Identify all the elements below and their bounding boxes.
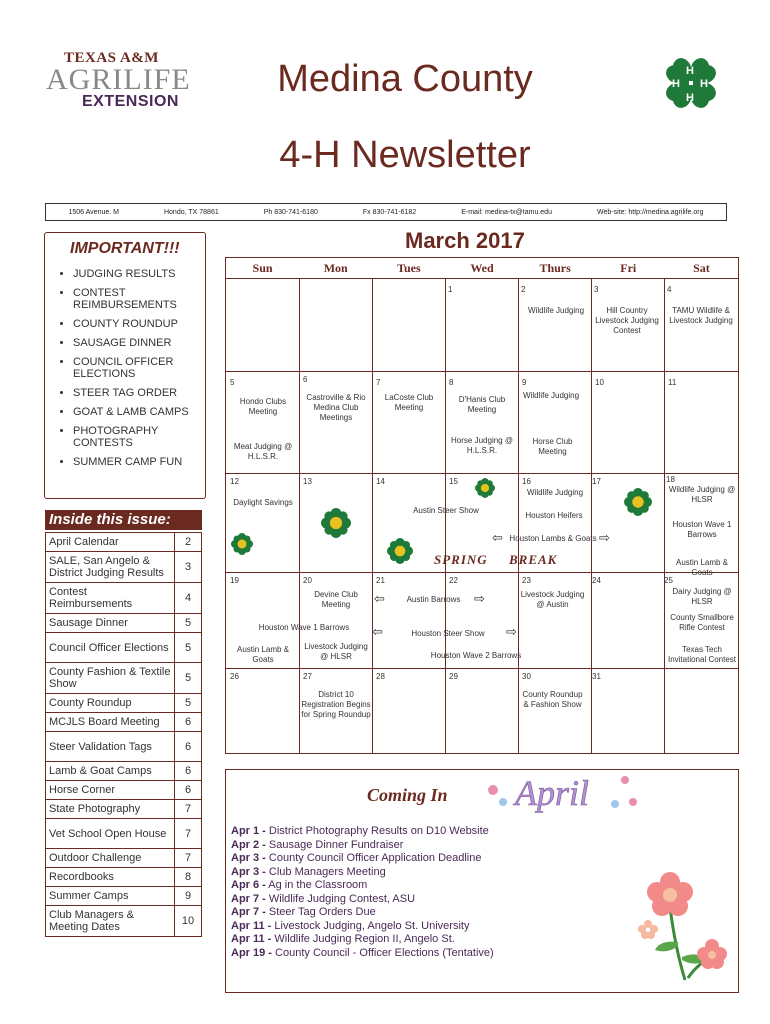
inside-row-label: Recordbooks — [46, 868, 175, 887]
april-event-text: Livestock Judging, Angelo St. University — [274, 919, 470, 932]
date-number: 31 — [592, 672, 601, 681]
inside-row-page: 7 — [175, 849, 202, 868]
april-event-text: County Council Officer Application Deadline — [268, 852, 482, 864]
event-devine: Devine Club Meeting — [314, 590, 358, 609]
inside-row-label: Outdoor Challenge — [46, 849, 175, 868]
inside-row-page: 4 — [175, 583, 202, 614]
contact-fax: Fx 830-741-6182 — [362, 208, 417, 216]
date-number: 18 — [666, 475, 675, 484]
contact-phone: Ph 830-741-6180 — [263, 208, 318, 216]
date-number: 20 — [303, 576, 312, 585]
calendar-header — [226, 258, 738, 279]
inside-row-page: 7 — [175, 819, 202, 849]
date-number: 29 — [449, 672, 458, 681]
inside-row — [46, 800, 202, 819]
date-number: 2 — [521, 285, 526, 294]
page-title-line1: Medina County — [277, 58, 533, 100]
contact-email[interactable]: E-mail: medina-tx@tamu.edu — [461, 208, 552, 216]
arrow-left-icon: ⇦ — [372, 624, 383, 639]
inside-row-page: 5 — [175, 694, 202, 713]
inside-row — [46, 887, 202, 906]
day-thurs: Thurs — [539, 261, 571, 275]
event-smallbore: County Smallbore Rifle Contest — [670, 613, 734, 632]
svg-text:H: H — [686, 65, 694, 77]
arrow-left-icon: ⇦ — [374, 591, 385, 606]
april-event-text: County Council - Officer Elections (Tentative) — [275, 946, 494, 959]
april-event-date: Apr 7 - — [231, 906, 266, 918]
inside-row-label: Sausage Dinner — [46, 614, 175, 633]
date-number: 19 — [230, 576, 239, 585]
event-houston-lambs: Houston Lambs & Goats — [509, 534, 597, 543]
event-horse-judging: Horse Judging @ H.L.S.R. — [451, 436, 513, 455]
day-fri: Fri — [620, 261, 637, 275]
date-number: 16 — [522, 477, 531, 486]
inside-row-label: Horse Corner — [46, 781, 175, 800]
inside-row-label: MCJLS Board Meeting — [46, 713, 175, 732]
inside-row-page: 6 — [175, 713, 202, 732]
inside-row-page: 7 — [175, 800, 202, 819]
logo-line2: AGRILIFE — [46, 63, 191, 96]
flower-icon — [475, 478, 495, 498]
inside-row-page: 6 — [175, 732, 202, 762]
event-austin-barrows: Austin Barrows — [406, 595, 461, 604]
inside-row-page: 6 — [175, 762, 202, 781]
inside-row — [46, 906, 202, 937]
arrow-right-icon: ⇨ — [474, 591, 485, 606]
svg-text:H: H — [700, 78, 708, 90]
event-houston-wave2: Houston Wave 2 Barrows — [430, 651, 522, 660]
inside-row — [46, 583, 202, 614]
inside-row-page: 5 — [175, 614, 202, 633]
day-sun: Sun — [252, 261, 273, 275]
date-number: 15 — [449, 477, 458, 486]
event-castroville: Castroville & Rio Medina Club Meetings — [306, 393, 366, 422]
inside-row-label: April Calendar — [46, 533, 175, 552]
grid-line — [226, 572, 738, 573]
date-number: 4 — [667, 285, 672, 294]
four-leaf-clover-icon — [655, 47, 727, 119]
inside-table — [45, 532, 202, 937]
april-event-text: Ag in the Classroom — [268, 879, 368, 891]
inside-row-label: Vet School Open House — [46, 819, 175, 849]
grid-line — [445, 278, 446, 754]
break-label: BREAK — [509, 552, 558, 567]
grid-line — [372, 278, 373, 754]
flower-icon — [321, 508, 351, 538]
april-event-list — [231, 825, 494, 960]
pink-flowers-art — [630, 862, 730, 982]
april-event-date: Apr 3 - — [231, 852, 266, 864]
event-houston-wave1: Houston Wave 1 Barrows — [672, 520, 732, 539]
inside-row-label: County Fashion & Textile Show — [46, 663, 175, 694]
svg-text:H: H — [672, 78, 680, 90]
event-houston-wave1-row: Houston Wave 1 Barrows — [258, 623, 350, 632]
agrilife-logo — [42, 50, 202, 112]
inside-row — [46, 713, 202, 732]
april-event — [231, 906, 494, 920]
inside-row — [46, 552, 202, 583]
important-item: • SUMMER CAMP FUN — [73, 456, 203, 468]
april-event-date: Apr 1 - — [231, 825, 266, 837]
inside-row-page: 3 — [175, 552, 202, 583]
inside-row-page: 2 — [175, 533, 202, 552]
arrow-left-icon: ⇦ — [492, 530, 503, 545]
april-event — [231, 933, 494, 947]
important-item: • SAUSAGE DINNER — [73, 337, 203, 349]
inside-row-label: Club Managers & Meeting Dates — [46, 906, 175, 937]
day-mon: Mon — [323, 261, 348, 275]
event-hondo-clubs: Hondo Clubs Meeting — [239, 397, 287, 416]
inside-row-page: 5 — [175, 663, 202, 694]
event-lacoste: LaCoste Club Meeting — [384, 393, 434, 412]
date-number: 21 — [376, 576, 385, 585]
april-event-text: District Photography Results on D10 Website — [268, 825, 489, 837]
important-box — [44, 232, 206, 499]
inside-row-page: 8 — [175, 868, 202, 887]
event-wildlife-judging: Wildlife Judging — [527, 306, 585, 315]
event-livestock-hlsr: Livestock Judging @ HLSR — [304, 642, 368, 661]
event-houston-steer: Houston Steer Show — [411, 629, 485, 638]
april-event — [231, 947, 494, 961]
grid-line — [299, 278, 300, 754]
event-hill-country: Hill Country Livestock Judging Contest — [595, 306, 659, 335]
date-number: 10 — [595, 378, 604, 387]
date-number: 14 — [376, 477, 385, 486]
inside-row — [46, 781, 202, 800]
arrow-right-icon: ⇨ — [599, 530, 610, 545]
inside-row-label: Summer Camps — [46, 887, 175, 906]
event-austin-lamb-goats: Austin Lamb & Goats — [675, 558, 729, 577]
april-event-date: Apr 19 - — [231, 946, 272, 959]
date-number: 6 — [303, 375, 308, 384]
inside-row — [46, 533, 202, 552]
inside-row — [46, 819, 202, 849]
grid-line — [226, 473, 738, 474]
logo-line1: TEXAS A&M — [64, 50, 159, 66]
event-austin-lamb-goats: Austin Lamb & Goats — [236, 645, 290, 664]
important-item: • STEER TAG ORDER — [73, 387, 203, 399]
event-livestock-austin: Livestock Judging @ Austin — [520, 590, 585, 609]
inside-row — [46, 849, 202, 868]
event-meat-judging: Meat Judging @ H.L.S.R. — [233, 442, 293, 461]
april-event — [231, 866, 494, 880]
grid-line — [591, 278, 592, 754]
april-event-date: Apr 11 - — [231, 933, 272, 945]
inside-row-page: 10 — [175, 906, 202, 937]
event-dairy: Dairy Judging @ HLSR — [672, 587, 732, 606]
april-event — [231, 839, 494, 853]
april-event — [231, 825, 494, 839]
day-wed: Wed — [470, 261, 494, 275]
inside-title: Inside this issue: — [45, 510, 202, 530]
event-tamu-wildlife: TAMU Wildlife & Livestock Judging — [669, 306, 733, 325]
date-number: 8 — [449, 378, 454, 387]
date-number: 7 — [376, 378, 381, 387]
arrow-right-icon: ⇨ — [506, 624, 517, 639]
inside-row — [46, 868, 202, 887]
inside-row-label: State Photography — [46, 800, 175, 819]
coming-in-title: Coming In — [367, 785, 448, 805]
inside-row-label: Contest Reimbursements — [46, 583, 175, 614]
grid-line — [226, 371, 738, 372]
april-event — [231, 893, 494, 907]
april-event — [231, 852, 494, 866]
april-event — [231, 879, 494, 893]
inside-row — [46, 614, 202, 633]
day-sat: Sat — [693, 261, 710, 275]
inside-row-label: Council Officer Elections — [46, 633, 175, 663]
contact-website[interactable]: Web-site: http://medina.agrilife.org — [597, 208, 704, 216]
date-number: 24 — [592, 576, 601, 585]
event-wildlife-hlsr: Wildlife Judging @ HLSR — [668, 485, 736, 504]
event-texas-tech: Texas Tech Invitational Contest — [667, 645, 737, 664]
inside-row — [46, 633, 202, 663]
date-number: 9 — [522, 378, 527, 387]
event-horse-club: Horse Club Meeting — [532, 437, 573, 456]
page-title-line2: 4-H Newsletter — [279, 134, 531, 176]
inside-row — [46, 732, 202, 762]
inside-row — [46, 694, 202, 713]
april-event-date: Apr 6 - — [231, 879, 266, 891]
inside-row-label: Lamb & Goat Camps — [46, 762, 175, 781]
important-item: • PHOTOGRAPHY CONTESTS — [73, 425, 203, 449]
date-number: 13 — [303, 477, 312, 486]
event-wildlife-judging: Wildlife Judging — [522, 391, 580, 400]
contact-address: 1506 Avenue. M — [68, 208, 119, 216]
svg-text:H: H — [686, 92, 694, 104]
important-item: • GOAT & LAMB CAMPS — [73, 406, 203, 418]
spring-label: SPRING — [434, 552, 488, 567]
logo-line3: EXTENSION — [82, 93, 179, 110]
april-word: April — [515, 773, 590, 813]
event-wildlife-judging: Wildlife Judging — [526, 488, 584, 497]
date-number: 30 — [522, 672, 531, 681]
important-item: • CONTEST REIMBURSEMENTS — [73, 287, 203, 311]
april-event-date: Apr 2 - — [231, 838, 266, 851]
date-number: 25 — [664, 576, 673, 585]
date-number: 23 — [522, 576, 531, 585]
date-number: 12 — [230, 477, 239, 486]
important-item: • COUNCIL OFFICER ELECTIONS — [73, 356, 203, 380]
important-title: IMPORTANT!!! — [70, 240, 180, 257]
april-event-text: Steer Tag Orders Due — [268, 906, 376, 918]
april-event-text: Sausage Dinner Fundraiser — [268, 838, 404, 851]
flower-icon — [624, 488, 652, 516]
contact-city: Hondo, TX 78861 — [163, 208, 219, 216]
important-item: • JUDGING RESULTS — [73, 268, 203, 280]
inside-row-label: County Roundup — [46, 694, 175, 713]
event-district10: District 10 Registration Begins for Spring Roundup — [301, 690, 371, 719]
inside-row-page: 9 — [175, 887, 202, 906]
flower-icon — [387, 538, 413, 564]
event-dhanis: D'Hanis Club Meeting — [458, 395, 506, 414]
inside-row-label: SALE, San Angelo & District Judging Results — [46, 552, 175, 583]
event-houston-heifers: Houston Heifers — [525, 511, 583, 520]
date-number: 11 — [668, 378, 677, 387]
calendar — [225, 257, 739, 754]
inside-row-label: Steer Validation Tags — [46, 732, 175, 762]
day-tues: Tues — [397, 261, 421, 275]
inside-row-page: 6 — [175, 781, 202, 800]
april-event-text: Wildlife Judging Region II, Angelo St. — [274, 933, 455, 945]
april-event-date: Apr 3 - — [231, 865, 266, 878]
date-number: 28 — [376, 672, 385, 681]
date-number: 1 — [448, 285, 453, 294]
date-number: 17 — [592, 477, 601, 486]
important-item: • COUNTY ROUNDUP — [73, 318, 203, 330]
date-number: 22 — [449, 576, 458, 585]
date-number: 5 — [230, 378, 235, 387]
event-daylight-savings: Daylight Savings — [233, 498, 293, 507]
event-austin-steer: Austin Steer Show — [413, 506, 479, 515]
calendar-month: March 2017 — [405, 228, 525, 253]
grid-line — [226, 668, 738, 669]
april-event-date: Apr 7 - — [231, 892, 266, 905]
grid-line — [664, 278, 665, 754]
inside-row-page: 5 — [175, 633, 202, 663]
inside-row — [46, 663, 202, 694]
event-county-roundup: County Roundup & Fashion Show — [522, 690, 583, 709]
april-event-text: Wildlife Judging Contest, ASU — [268, 892, 416, 905]
date-number: 3 — [594, 285, 599, 294]
april-word-art — [485, 772, 640, 814]
flower-icon — [231, 533, 253, 555]
date-number: 27 — [303, 672, 312, 681]
april-event-date: Apr 11 - — [231, 919, 272, 932]
contact-bar — [45, 203, 727, 221]
april-event — [231, 920, 494, 934]
important-list — [55, 268, 203, 475]
april-event-text: Club Managers Meeting — [268, 865, 386, 878]
inside-row — [46, 762, 202, 781]
date-number: 26 — [230, 672, 239, 681]
